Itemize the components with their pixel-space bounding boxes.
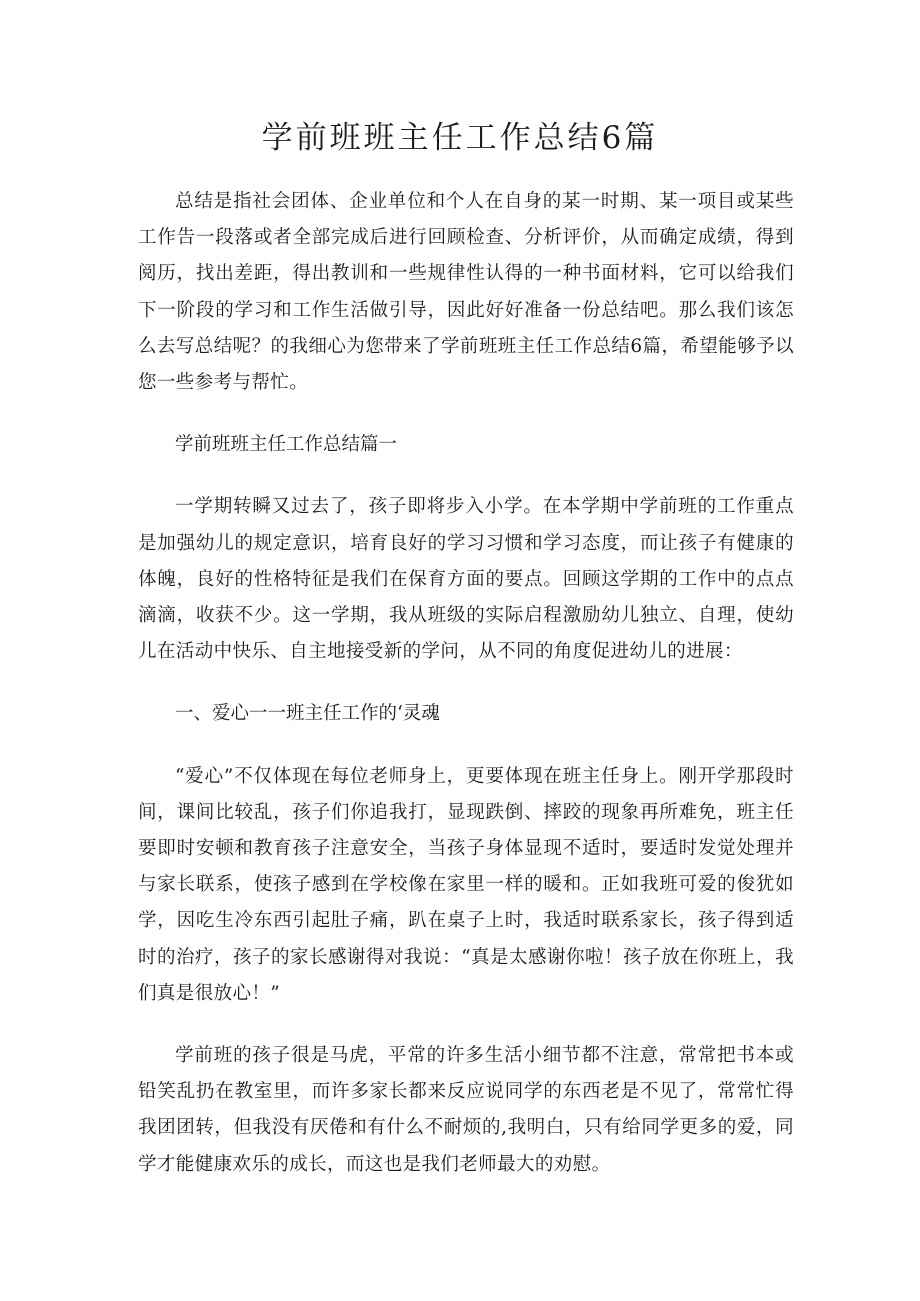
body-paragraph-2: “爱心”不仅体现在每位老师身上，更要体现在班主任身上。刚开学那段时间，课间比较乱，孩子们你追我打，显现跌倒、摔跤的现象再所难免，班主任要即时安顿和教育孩子注意安全，当孩子身体显现不适时，要适时发觉处理并与家长联系，使孩子感到在学校像在家里一样的暖和。正如我班可爱的俊犹如学，因吃生冷东西引起肚子痛，趴在桌子上时，我适时联系家长，孩子得到适时的治疗，孩子的家长感谢得对我说：“真是太感谢你啦！孩子放在你班上，我们真是很放心！” <box>138 765 794 1004</box>
section-title: 学前班班主任工作总结篇一 <box>175 434 398 456</box>
spacer <box>138 670 794 696</box>
body-paragraph-3: 学前班的孩子很是马虎，平常的许多生活小细节都不注意，常常把书本或铅笑乱扔在教室里，而许多家长都来反应说同学的东西老是不见了，常常忙得我团团转，但我没有厌倦和有什么不耐烦的,我明白，只有给同学更多的爱，同学才能健康欢乐的成长，而这也是我们老师最大的劝慰。 <box>138 1045 794 1175</box>
body-paragraph-1: 一学期转瞬又过去了，孩子即将步入小学。在本学期中学前班的工作重点是加强幼儿的规定意识，培育良好的学习习惯和学习态度，而让孩子有健康的体魄，良好的性格特征是我们在保育方面的要点。回顾这学期的工作中的点点滴滴，收获不少。这一学期，我从班级的实际启程激励幼儿独立、自理，使幼儿在活动中快乐、自主地接受新的学问，从不同的角度促进幼儿的进展： <box>138 496 794 663</box>
spacer <box>138 1012 794 1038</box>
intro-paragraph: 总结是指社会团体、企业单位和个人在自身的某一时期、某一项目或某些工作告一段落或者全部完成后进行回顾检查、分析评价，从而确定成绩，得到阅历，找出差距，得出教训和一些规律性认得的一种书面材料，它可以给我们下一阶段的学习和工作生活做引导，因此好好准备一份总结吧。那么我们该怎么去写总结呢？的我细心为您带来了学前班班主任工作总结6篇，希望能够予以您一些参考与帮忙。 <box>138 191 794 394</box>
subheading: 一、爱心一一班主任工作的‘灵魂 <box>175 703 440 725</box>
document-title: 学前班班主任工作总结6篇 <box>261 120 659 156</box>
spacer <box>138 733 794 759</box>
spacer <box>138 463 794 489</box>
spacer <box>138 401 794 427</box>
document-body <box>138 184 794 1183</box>
